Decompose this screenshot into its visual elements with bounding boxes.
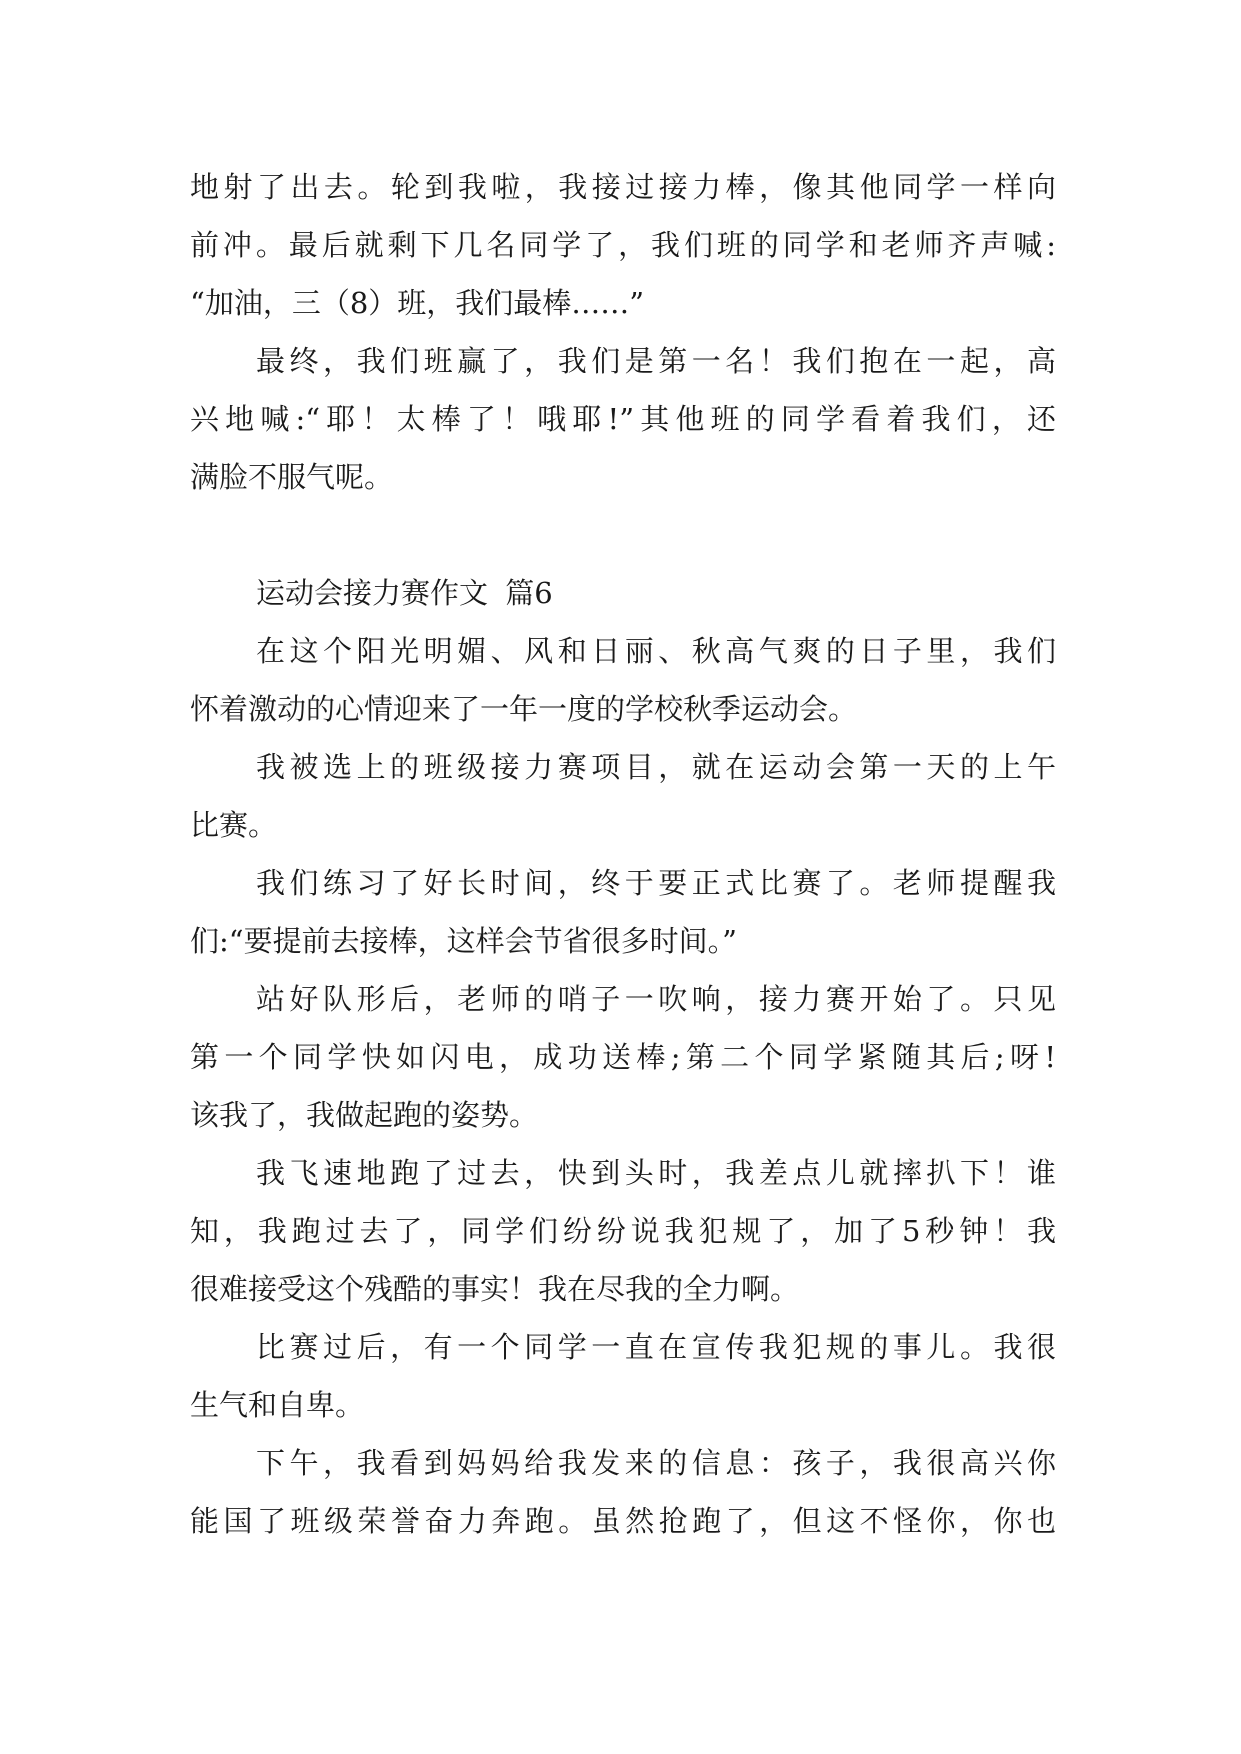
text-line: 满脸不服气呢。 <box>190 460 394 494</box>
paragraph <box>190 1318 1056 1434</box>
section-heading: 运动会接力赛作文 篇6 <box>256 576 553 610</box>
text-line: 比赛。 <box>190 808 278 842</box>
paragraph <box>190 738 1056 854</box>
section-gap <box>190 506 1056 564</box>
text-line: 很难接受这个残酷的事实！我在尽我的全力啊。 <box>190 1272 800 1306</box>
text-line: 怀着激动的心情迎来了一年一度的学校秋季运动会。 <box>190 692 858 726</box>
text-line: 第一个同学快如闪电，成功送棒;第二个同学紧随其后;呀! <box>190 1040 1056 1074</box>
text-line: 们:“要提前去接棒，这样会节省很多时间。” <box>190 924 737 958</box>
text-line: 我被选上的班级接力赛项目，就在运动会第一天的上午 <box>256 750 1056 784</box>
text-line: 最终，我们班赢了，我们是第一名！我们抱在一起，高 <box>256 344 1056 378</box>
text-line: 在这个阳光明媚、风和日丽、秋高气爽的日子里，我们 <box>256 634 1056 668</box>
text-line: 地射了出去。轮到我啦，我接过接力棒，像其他同学一样向 <box>190 170 1056 204</box>
paragraph <box>190 332 1056 506</box>
paragraph <box>190 1434 1056 1550</box>
text-line: 比赛过后，有一个同学一直在宣传我犯规的事儿。我很 <box>256 1330 1056 1364</box>
paragraph <box>190 854 1056 970</box>
text-line: 兴地喊:“耶！太棒了！哦耶!”其他班的同学看着我们，还 <box>190 402 1056 436</box>
text-line: 能国了班级荣誉奋力奔跑。虽然抢跑了，但这不怪你，你也 <box>190 1504 1056 1538</box>
paragraph <box>190 158 1056 332</box>
document-body <box>190 158 1056 1550</box>
text-line: 该我了，我做起跑的姿势。 <box>190 1098 539 1132</box>
text-line: 我们练习了好长时间，终于要正式比赛了。老师提醒我 <box>256 866 1056 900</box>
text-line: 生气和自卑。 <box>190 1388 365 1422</box>
text-line: 知，我跑过去了，同学们纷纷说我犯规了，加了5秒钟！我 <box>190 1214 1056 1248</box>
text-line: 前冲。最后就剩下几名同学了，我们班的同学和老师齐声喊: <box>190 228 1056 262</box>
text-line: 我飞速地跑了过去，快到头时，我差点儿就摔扒下！谁 <box>256 1156 1056 1190</box>
paragraph <box>190 1144 1056 1318</box>
paragraph <box>190 622 1056 738</box>
text-line: “加油，三（8）班，我们最棒……” <box>190 286 645 320</box>
text-line: 站好队形后，老师的哨子一吹响，接力赛开始了。只见 <box>256 982 1056 1016</box>
paragraph <box>190 970 1056 1144</box>
text-line: 下午，我看到妈妈给我发来的信息：孩子，我很高兴你 <box>256 1446 1056 1480</box>
